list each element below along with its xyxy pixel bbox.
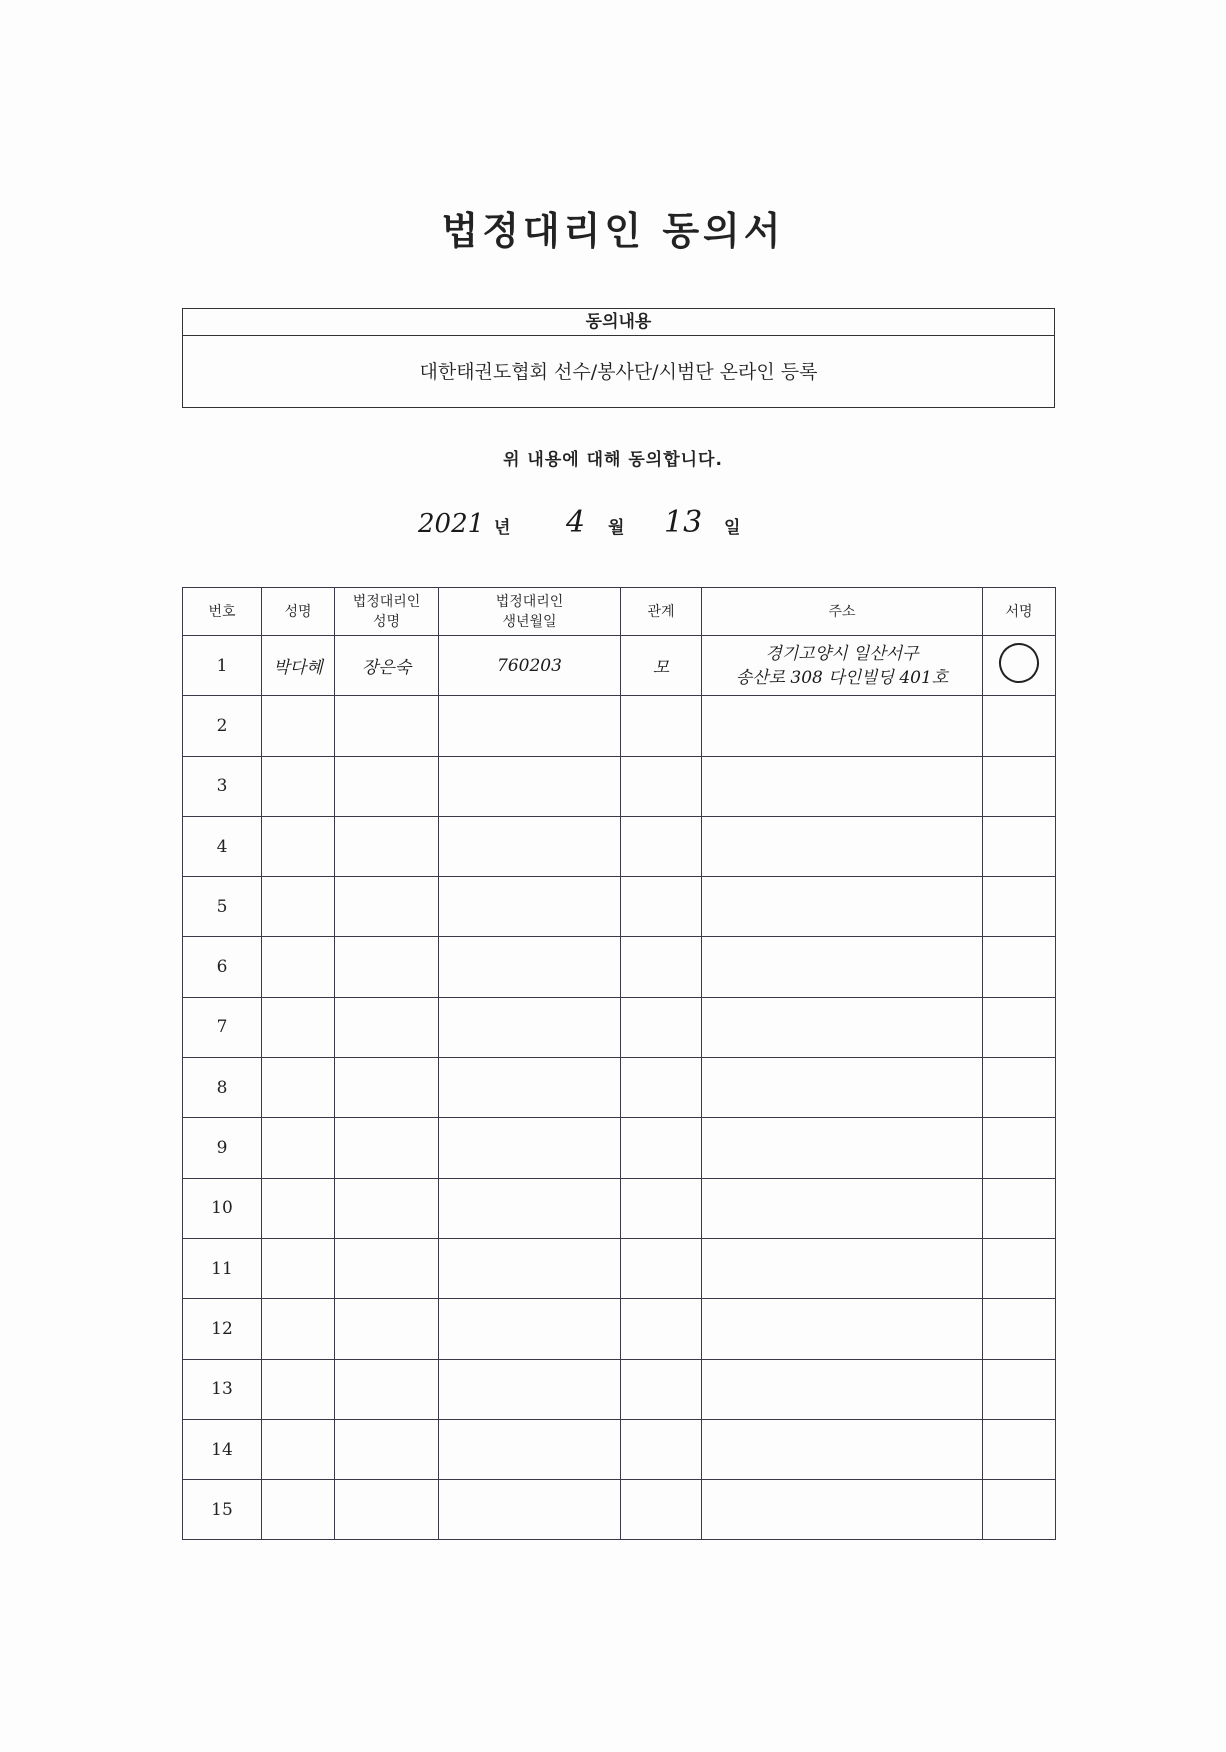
date-month-label: 월: [608, 518, 625, 538]
header-rep-name-line1: 법정대리인: [352, 593, 421, 610]
registration-table: [182, 587, 1056, 1540]
row-address: [702, 1299, 983, 1359]
row-rep-birth: [439, 816, 621, 876]
row-rep-name: [335, 1480, 439, 1540]
row-rep-name: [335, 1118, 439, 1178]
row-number: 3: [183, 756, 262, 816]
row-rep-birth: [439, 1178, 621, 1238]
row-rep-name: [335, 696, 439, 756]
row-relation: [621, 1480, 702, 1540]
row-name: [262, 937, 335, 997]
row-number: 5: [183, 877, 262, 937]
row-address: [702, 1118, 983, 1178]
row-relation: [621, 877, 702, 937]
row-number: 12: [183, 1299, 262, 1359]
row-name: [262, 696, 335, 756]
row-address: [702, 1178, 983, 1238]
row-address: [702, 877, 983, 937]
row-name: 박다혜: [262, 636, 335, 696]
row-name: [262, 997, 335, 1057]
table-row: [183, 1419, 1056, 1479]
table-header-row: [183, 588, 1056, 636]
document-title: 법정대리인 동의서: [441, 209, 785, 253]
row-signature: [983, 636, 1056, 696]
row-address: [702, 937, 983, 997]
row-signature: [983, 1238, 1056, 1298]
row-rep-name: 장은숙: [335, 636, 439, 696]
row-signature: [983, 696, 1056, 756]
row-number: 9: [183, 1118, 262, 1178]
row-rep-name: [335, 1238, 439, 1298]
row-signature: [983, 1299, 1056, 1359]
row-address-line2: 송산로 308 다인빌딩 401호: [735, 667, 949, 688]
table-row: [183, 1359, 1056, 1419]
row-rep-birth: [439, 997, 621, 1057]
row-relation: [621, 1299, 702, 1359]
row-address: [702, 816, 983, 876]
row-name: [262, 1480, 335, 1540]
row-signature: [983, 937, 1056, 997]
table-row: [183, 997, 1056, 1057]
row-relation: [621, 937, 702, 997]
date-day: 13: [664, 505, 703, 540]
row-relation: [621, 1118, 702, 1178]
row-signature: [983, 1359, 1056, 1419]
row-rep-birth: [439, 756, 621, 816]
row-relation: [621, 756, 702, 816]
row-number: 13: [183, 1359, 262, 1419]
table-row: [183, 1299, 1056, 1359]
date-line: [0, 505, 1226, 545]
row-signature: [983, 997, 1056, 1057]
row-rep-birth: [439, 1359, 621, 1419]
row-name: [262, 1238, 335, 1298]
row-address: [702, 636, 983, 696]
header-rep-birth: [439, 588, 621, 636]
row-number: 1: [183, 636, 262, 696]
row-number: 11: [183, 1238, 262, 1298]
row-relation: [621, 997, 702, 1057]
table-row: [183, 937, 1056, 997]
header-no: 번호: [183, 588, 262, 636]
row-address: [702, 696, 983, 756]
row-rep-birth: 760203: [439, 636, 621, 696]
row-relation: [621, 696, 702, 756]
row-name: [262, 816, 335, 876]
row-signature: [983, 1419, 1056, 1479]
row-relation: [621, 1359, 702, 1419]
header-name: 성명: [262, 588, 335, 636]
row-name: [262, 1299, 335, 1359]
row-rep-name: [335, 1299, 439, 1359]
table-row: [183, 816, 1056, 876]
row-address: [702, 1359, 983, 1419]
row-signature: [983, 1058, 1056, 1118]
table-row: [183, 1178, 1056, 1238]
row-number: 7: [183, 997, 262, 1057]
row-address: [702, 1238, 983, 1298]
row-address: [702, 1419, 983, 1479]
row-address: [702, 1480, 983, 1540]
row-name: [262, 877, 335, 937]
row-name: [262, 1058, 335, 1118]
table-row: [183, 1058, 1056, 1118]
header-rep-birth-line2: 생년월일: [502, 613, 557, 630]
table-row: [183, 636, 1056, 696]
row-relation: [621, 1238, 702, 1298]
row-rep-name: [335, 816, 439, 876]
row-number: 10: [183, 1178, 262, 1238]
table-row: [183, 877, 1056, 937]
row-signature: [983, 1118, 1056, 1178]
row-address-line1: 경기고양시 일산서구: [765, 643, 919, 664]
date-year-label: 년: [494, 518, 511, 538]
consent-header: 동의내용: [183, 309, 1054, 336]
row-name: [262, 1359, 335, 1419]
row-number: 15: [183, 1480, 262, 1540]
row-rep-birth: [439, 937, 621, 997]
table-row: [183, 1238, 1056, 1298]
row-rep-birth: [439, 877, 621, 937]
date-year: 2021: [418, 509, 485, 539]
row-name: [262, 1419, 335, 1479]
date-month: 4: [566, 505, 586, 540]
row-rep-birth: [439, 1480, 621, 1540]
header-relation: 관계: [621, 588, 702, 636]
row-rep-name: [335, 877, 439, 937]
header-address: 주소: [702, 588, 983, 636]
row-relation: [621, 1178, 702, 1238]
row-address: [702, 1058, 983, 1118]
consent-content: 대한태권도협회 선수/봉사단/시범단 온라인 등록: [419, 361, 818, 383]
header-signature: 서명: [983, 588, 1056, 636]
header-rep-birth-line1: 법정대리인: [495, 593, 564, 610]
row-relation: [621, 1419, 702, 1479]
table-row: [183, 1480, 1056, 1540]
row-rep-name: [335, 937, 439, 997]
row-number: 4: [183, 816, 262, 876]
row-rep-name: [335, 1178, 439, 1238]
row-signature: [983, 877, 1056, 937]
row-rep-name: [335, 1058, 439, 1118]
row-signature: [983, 1178, 1056, 1238]
row-signature: [983, 1480, 1056, 1540]
table-row: [183, 756, 1056, 816]
row-number: 2: [183, 696, 262, 756]
row-rep-name: [335, 1359, 439, 1419]
row-rep-birth: [439, 1118, 621, 1178]
row-address: [702, 997, 983, 1057]
row-rep-birth: [439, 1299, 621, 1359]
row-number: 14: [183, 1419, 262, 1479]
row-name: [262, 1118, 335, 1178]
row-rep-name: [335, 997, 439, 1057]
row-name: [262, 1178, 335, 1238]
header-rep-name: [335, 588, 439, 636]
row-signature: [983, 756, 1056, 816]
row-number: 8: [183, 1058, 262, 1118]
date-day-label: 일: [724, 518, 741, 538]
row-rep-name: [335, 756, 439, 816]
row-rep-birth: [439, 696, 621, 756]
row-relation: 모: [621, 636, 702, 696]
row-signature: [983, 816, 1056, 876]
row-rep-name: [335, 1419, 439, 1479]
row-rep-birth: [439, 1058, 621, 1118]
row-rep-birth: [439, 1238, 621, 1298]
handwritten-signature: [993, 638, 1044, 689]
row-rep-birth: [439, 1419, 621, 1479]
row-relation: [621, 1058, 702, 1118]
row-number: 6: [183, 937, 262, 997]
row-name: [262, 756, 335, 816]
header-rep-name-line2: 성명: [372, 613, 401, 630]
row-address: [702, 756, 983, 816]
row-relation: [621, 816, 702, 876]
table-row: [183, 696, 1056, 756]
consent-content-box: [182, 308, 1055, 408]
agreement-statement: 위 내용에 대해 동의합니다.: [503, 450, 723, 470]
table-row: [183, 1118, 1056, 1178]
